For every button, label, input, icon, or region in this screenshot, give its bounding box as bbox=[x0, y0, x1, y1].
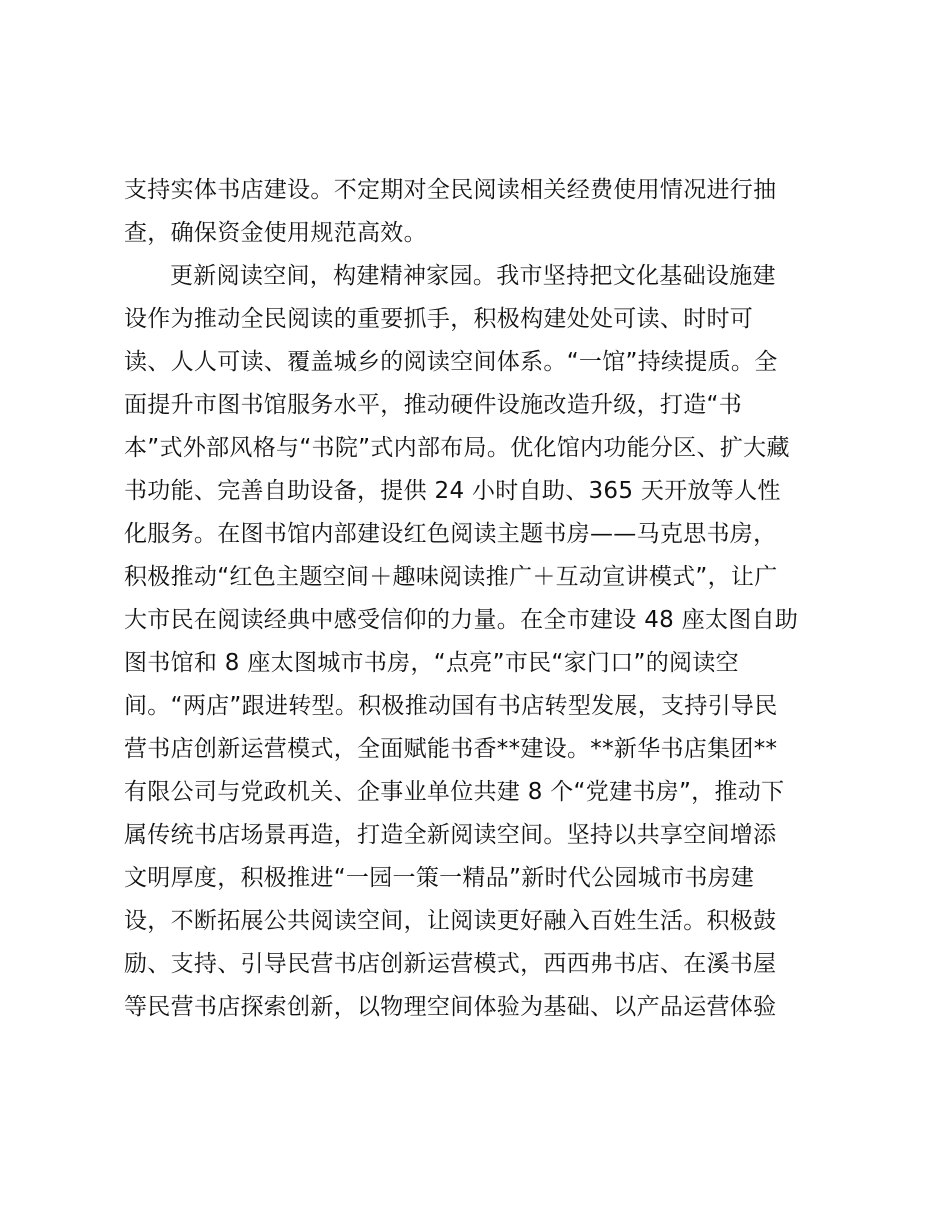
text-line: 大市民在阅读经典中感受信仰的力量。在全市建设 48 座太图自助 bbox=[124, 607, 799, 633]
text-line: 图书馆和 8 座太图城市书房，“点亮”市民“家门口”的阅读空 bbox=[124, 650, 739, 676]
text-line: 间。“两店”跟进转型。积极推动国有书店转型发展，支持引导民 bbox=[124, 693, 778, 719]
text-line: 文明厚度，积极推进“一园一策一精品”新时代公园城市书房建 bbox=[124, 865, 755, 891]
text-line: 属传统书店场景再造，打造全新阅读空间。坚持以共享空间增添 bbox=[124, 822, 777, 848]
text-line: 等民营书店探索创新，以物理空间体验为基础、以产品运营体验 bbox=[124, 994, 777, 1020]
text-line: 励、支持、引导民营书店创新运营模式，西西弗书店、在溪书屋 bbox=[124, 951, 777, 977]
text-line: 支持实体书店建设。不定期对全民阅读相关经费使用情况进行抽 bbox=[124, 177, 777, 203]
text-line: 读、人人可读、覆盖城乡的阅读空间体系。“一馆”持续提质。全 bbox=[124, 349, 778, 375]
text-line: 查，确保资金使用规范高效。 bbox=[124, 220, 427, 246]
text-line: 设作为推动全民阅读的重要抓手，积极构建处处可读、时时可 bbox=[124, 306, 754, 332]
text-line: 有限公司与党政机关、企事业单位共建 8 个“党建书房”，推动下 bbox=[124, 779, 785, 805]
text-line: 面提升市图书馆服务水平，推动硬件设施改造升级，打造“书 bbox=[124, 392, 743, 418]
text-line: 化服务。在图书馆内部建设红色阅读主题书房——马克思书房， bbox=[124, 521, 777, 547]
text-line: 设，不断拓展公共阅读空间，让阅读更好融入百姓生活。积极鼓 bbox=[124, 908, 777, 934]
text-line: 积极推动“红色主题空间＋趣味阅读推广＋互动宣讲模式”，让广 bbox=[124, 564, 778, 590]
paragraph-first-line: 更新阅读空间，构建精神家园。我市坚持把文化基础设施建 bbox=[170, 263, 776, 289]
text-line: 营书店创新运营模式，全面赋能书香**建设。**新华书店集团** bbox=[124, 736, 778, 762]
text-line: 本”式外部风格与“书院”式内部布局。优化馆内功能分区、扩大藏 bbox=[124, 435, 790, 461]
text-line: 书功能、完善自助设备，提供 24 小时自助、365 天开放等人性 bbox=[124, 478, 781, 504]
